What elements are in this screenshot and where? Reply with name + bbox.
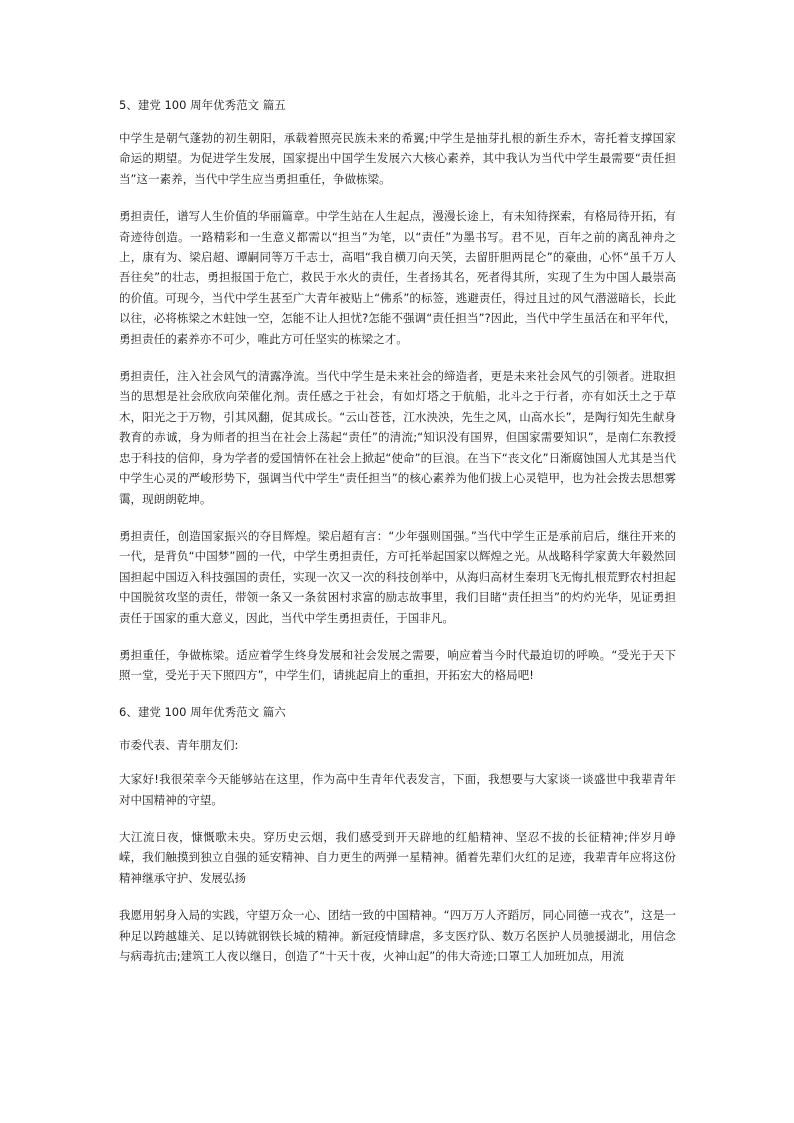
section-6-paragraph-3: 我愿用躬身入局的实践，守望万众一心、团结一致的中国精神。“四万万人齐蹈厉，同心同德一戎衣”，这是一种足以跨越雄关、足以铸就钢铁长城的精神。新冠疫情肆虐，多支医疗队、数万名医护人员驰援湖北，用信念与病毒抗击;建筑工人夜以继日，创造了“十天十夜，火神山起”的伟大奇迹;口罩工人加班加点，用流	[119, 908, 676, 963]
document-page	[119, 96, 676, 983]
section-5-paragraph-1: 中学生是朝气蓬勃的初生朝阳，承载着照亮民族未来的希翼;中学生是抽芽扎根的新生乔木，寄托着支撑国家命运的期望。为促进学生发展，国家提出中国学生发展六大核心素养，其中我认为当代中学生最需要“责任担当”这一素养，当代中学生应当勇担重任，争做栋梁。	[119, 131, 676, 186]
section-6-heading: 6、建党 100 周年优秀范文 篇六	[119, 704, 286, 719]
section-5-paragraph-4: 勇担责任，创造国家振兴的夺目辉煌。梁启超有言：“少年强则国强。”当代中学生正是承前启后，继往开来的一代，是背负“中国梦”圆的一代，中学生勇担责任，方可托举起国家以辉煌之光。从战略科学家黄大年毅然回国担起中国迈入科技强国的责任，实现一次又一次的科技创举中，从海归高材生秦玥飞无悔扎根荒野农村担起中国脱贫攻坚的责任，带领一条又一条贫困村求富的励志故事里，我们目睹“责任担当”的灼灼光华，见证勇担责任于国家的重大意义，因此，当代中学生勇担责任，于国非凡。	[119, 528, 676, 625]
section-5-paragraph-5: 勇担重任，争做栋梁。适应着学生终身发展和社会发展之需要，响应着当今时代最迫切的呼唤。“受光于天下照一堂，受光于天下照四方”，中学生们，请挑起肩上的重担，开拓宏大的格局吧!	[119, 647, 676, 683]
section-6-paragraph-2: 大江流日夜，慷慨歌未央。穿历史云烟，我们感受到开天辟地的红船精神、坚忍不拔的长征精神;伴岁月峥嵘，我们触摸到独立自强的延安精神、自力更生的两弹一星精神。循着先辈们火红的足迹，我辈青年应将这份精神继承守护、发展弘扬	[119, 829, 676, 885]
section-5-paragraph-2: 勇担责任，谱写人生价值的华丽篇章。中学生站在人生起点，漫漫长途上，有未知待探索，有格局待开拓，有奇迹待创造。一路精彩和一生意义都需以“担当”为笔，以“责任”为墨书写。君不见，百年之前的离乱神舟之上，康有为、梁启超、谭嗣同等万千志士，高唱“我自横刀向天笑，去留肝胆两昆仑”的豪曲，心怀“虽千万人吾往矣”的壮志，勇担报国于危亡，救民于水火的责任，生者扬其名，死者得其所，实现了生为中国人最崇高的价值。可现今，当代中学生甚至广大青年被贴上“佛系”的标签，逃避责任，得过且过的风气潜滋暗长，长此以往，必将栋梁之木蛀蚀一空，怎能不让人担忧?怎能不强调“责任担当”?因此，当代中学生虽活在和平年代，勇担责任的素养亦不可少，唯此方可任坚实的栋梁之才。	[119, 209, 676, 346]
section-5-heading: 5、建党 100 周年优秀范文 篇五	[119, 98, 286, 112]
section-6-salutation: 市委代表、青年朋友们:	[119, 737, 239, 752]
section-5-paragraph-3: 勇担责任，注入社会风气的清露净流。当代中学生是未来社会的缔造者，更是未来社会风气的引领者。进取担当的思想是社会欣欣向荣催化剂。责任感之于社会，有如灯塔之于航船，北斗之于行者，亦有如沃土之于草木，阳光之于万物，引其风翻，促其成长。“云山苍苍，江水泱泱，先生之风，山高水长”，是陶行知先生献身教育的赤诚，身为师者的担当在社会上荡起“责任”的清流;“知识没有国界，但国家需要知识”，是南仁东教授忠于科技的信仰，身为学者的爱国情怀在社会上掀起“使命”的巨浪。在当下“丧文化”日渐腐蚀国人尤其是当代中学生心灵的严峻形势下，强调当代中学生“责任担当”的核心素养为他们拔上心灵铠甲，也为社会拨去思想雾霭，现朗朗乾坤。	[119, 369, 676, 506]
section-6-paragraph-1: 大家好!我很荣幸今天能够站在这里，作为高中生青年代表发言，下面，我想要与大家谈一谈盛世中我辈青年对中国精神的守望。	[119, 772, 676, 807]
